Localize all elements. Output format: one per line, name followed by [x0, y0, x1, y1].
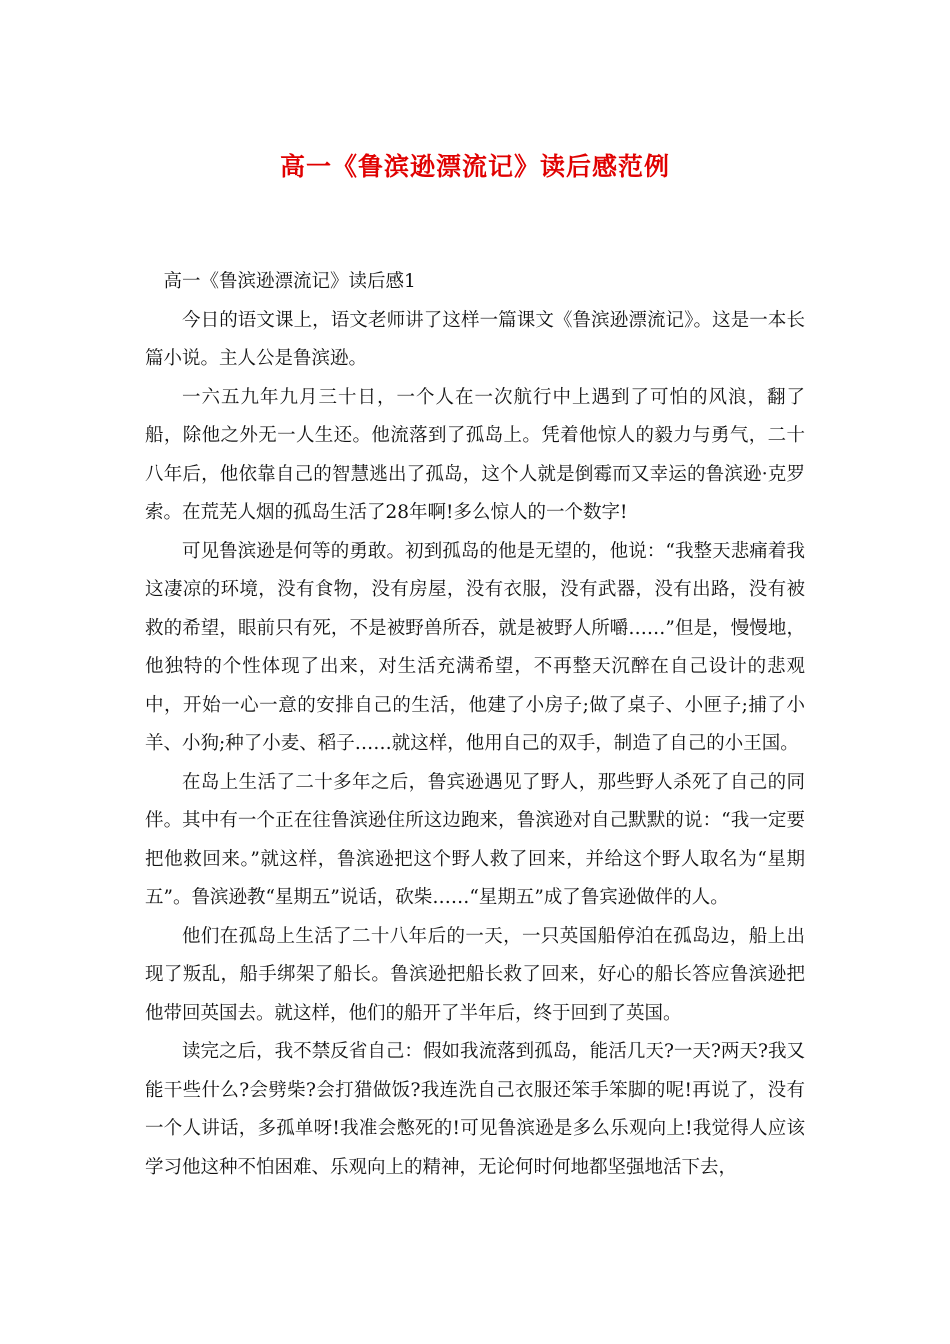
paragraph: 一六五九年九月三十日，一个人在一次航行中上遇到了可怕的风浪，翻了船，除他之外无一人生还。他流落到了孤岛上。凭着他惊人的毅力与勇气，二十八年后，他依靠自己的智慧逃出了孤岛，这个人就是倒霉而又幸运的鲁滨逊·克罗索。在荒芜人烟的孤岛生活了28年啊!多么惊人的一个数字! [145, 386, 805, 523]
paragraph: 在岛上生活了二十多年之后，鲁宾逊遇见了野人，那些野人杀死了自己的同伴。其中有一个正在往鲁滨逊住所这边跑来，鲁滨逊对自己默默的说：“我一定要把他救回来。”就这样，鲁滨逊把这个野人救了回来，并给这个野人取名为“星期五”。鲁滨逊教“星期五”说话，砍柴……“星期五”成了鲁宾逊做伴的人。 [145, 771, 805, 908]
paragraph: 他们在孤岛上生活了二十八年后的一天，一只英国船停泊在孤岛边，船上出现了叛乱，船手绑架了船长。鲁滨逊把船长救了回来，好心的船长答应鲁滨逊把他带回英国去。就这样，他们的船开了半年后，终于回到了英国。 [145, 925, 805, 1024]
paragraph: 可见鲁滨逊是何等的勇敢。初到孤岛的他是无望的，他说：“我整天悲痛着我这凄凉的环境，没有食物，没有房屋，没有衣服，没有武器，没有出路，没有被救的希望，眼前只有死，不是被野兽所吞，就是被野人所嚼……”但是，慢慢地，他独特的个性体现了出来，对生活充满希望，不再整天沉醉在自己设计的悲观中，开始一心一意的安排自己的生活，他建了小房子;做了桌子、小匣子;捕了小羊、小狗;种了小麦、稻子……就这样，他用自己的双手，制造了自己的小王国。 [145, 540, 805, 754]
document-title: 高一《鲁滨逊漂流记》读后感范例 [279, 152, 670, 181]
document-body [145, 263, 805, 1187]
paragraph: 读完之后，我不禁反省自己：假如我流落到孤岛，能活几天?一天?两天?我又能干些什么?会劈柴?会打猎做饭?我连洗自己衣服还笨手笨脚的呢!再说了，没有一个人讲话，多孤单呀!我准会憋死的!可见鲁滨逊是多么乐观向上!我觉得人应该学习他这种不怕困难、乐观向上的精神，无论何时何地都坚强地活下去， [145, 1041, 805, 1178]
paragraph: 今日的语文课上，语文老师讲了这样一篇课文《鲁滨逊漂流记》。这是一本长篇小说。主人公是鲁滨逊。 [145, 309, 805, 369]
section-subtitle: 高一《鲁滨逊漂流记》读后感1 [163, 271, 416, 292]
